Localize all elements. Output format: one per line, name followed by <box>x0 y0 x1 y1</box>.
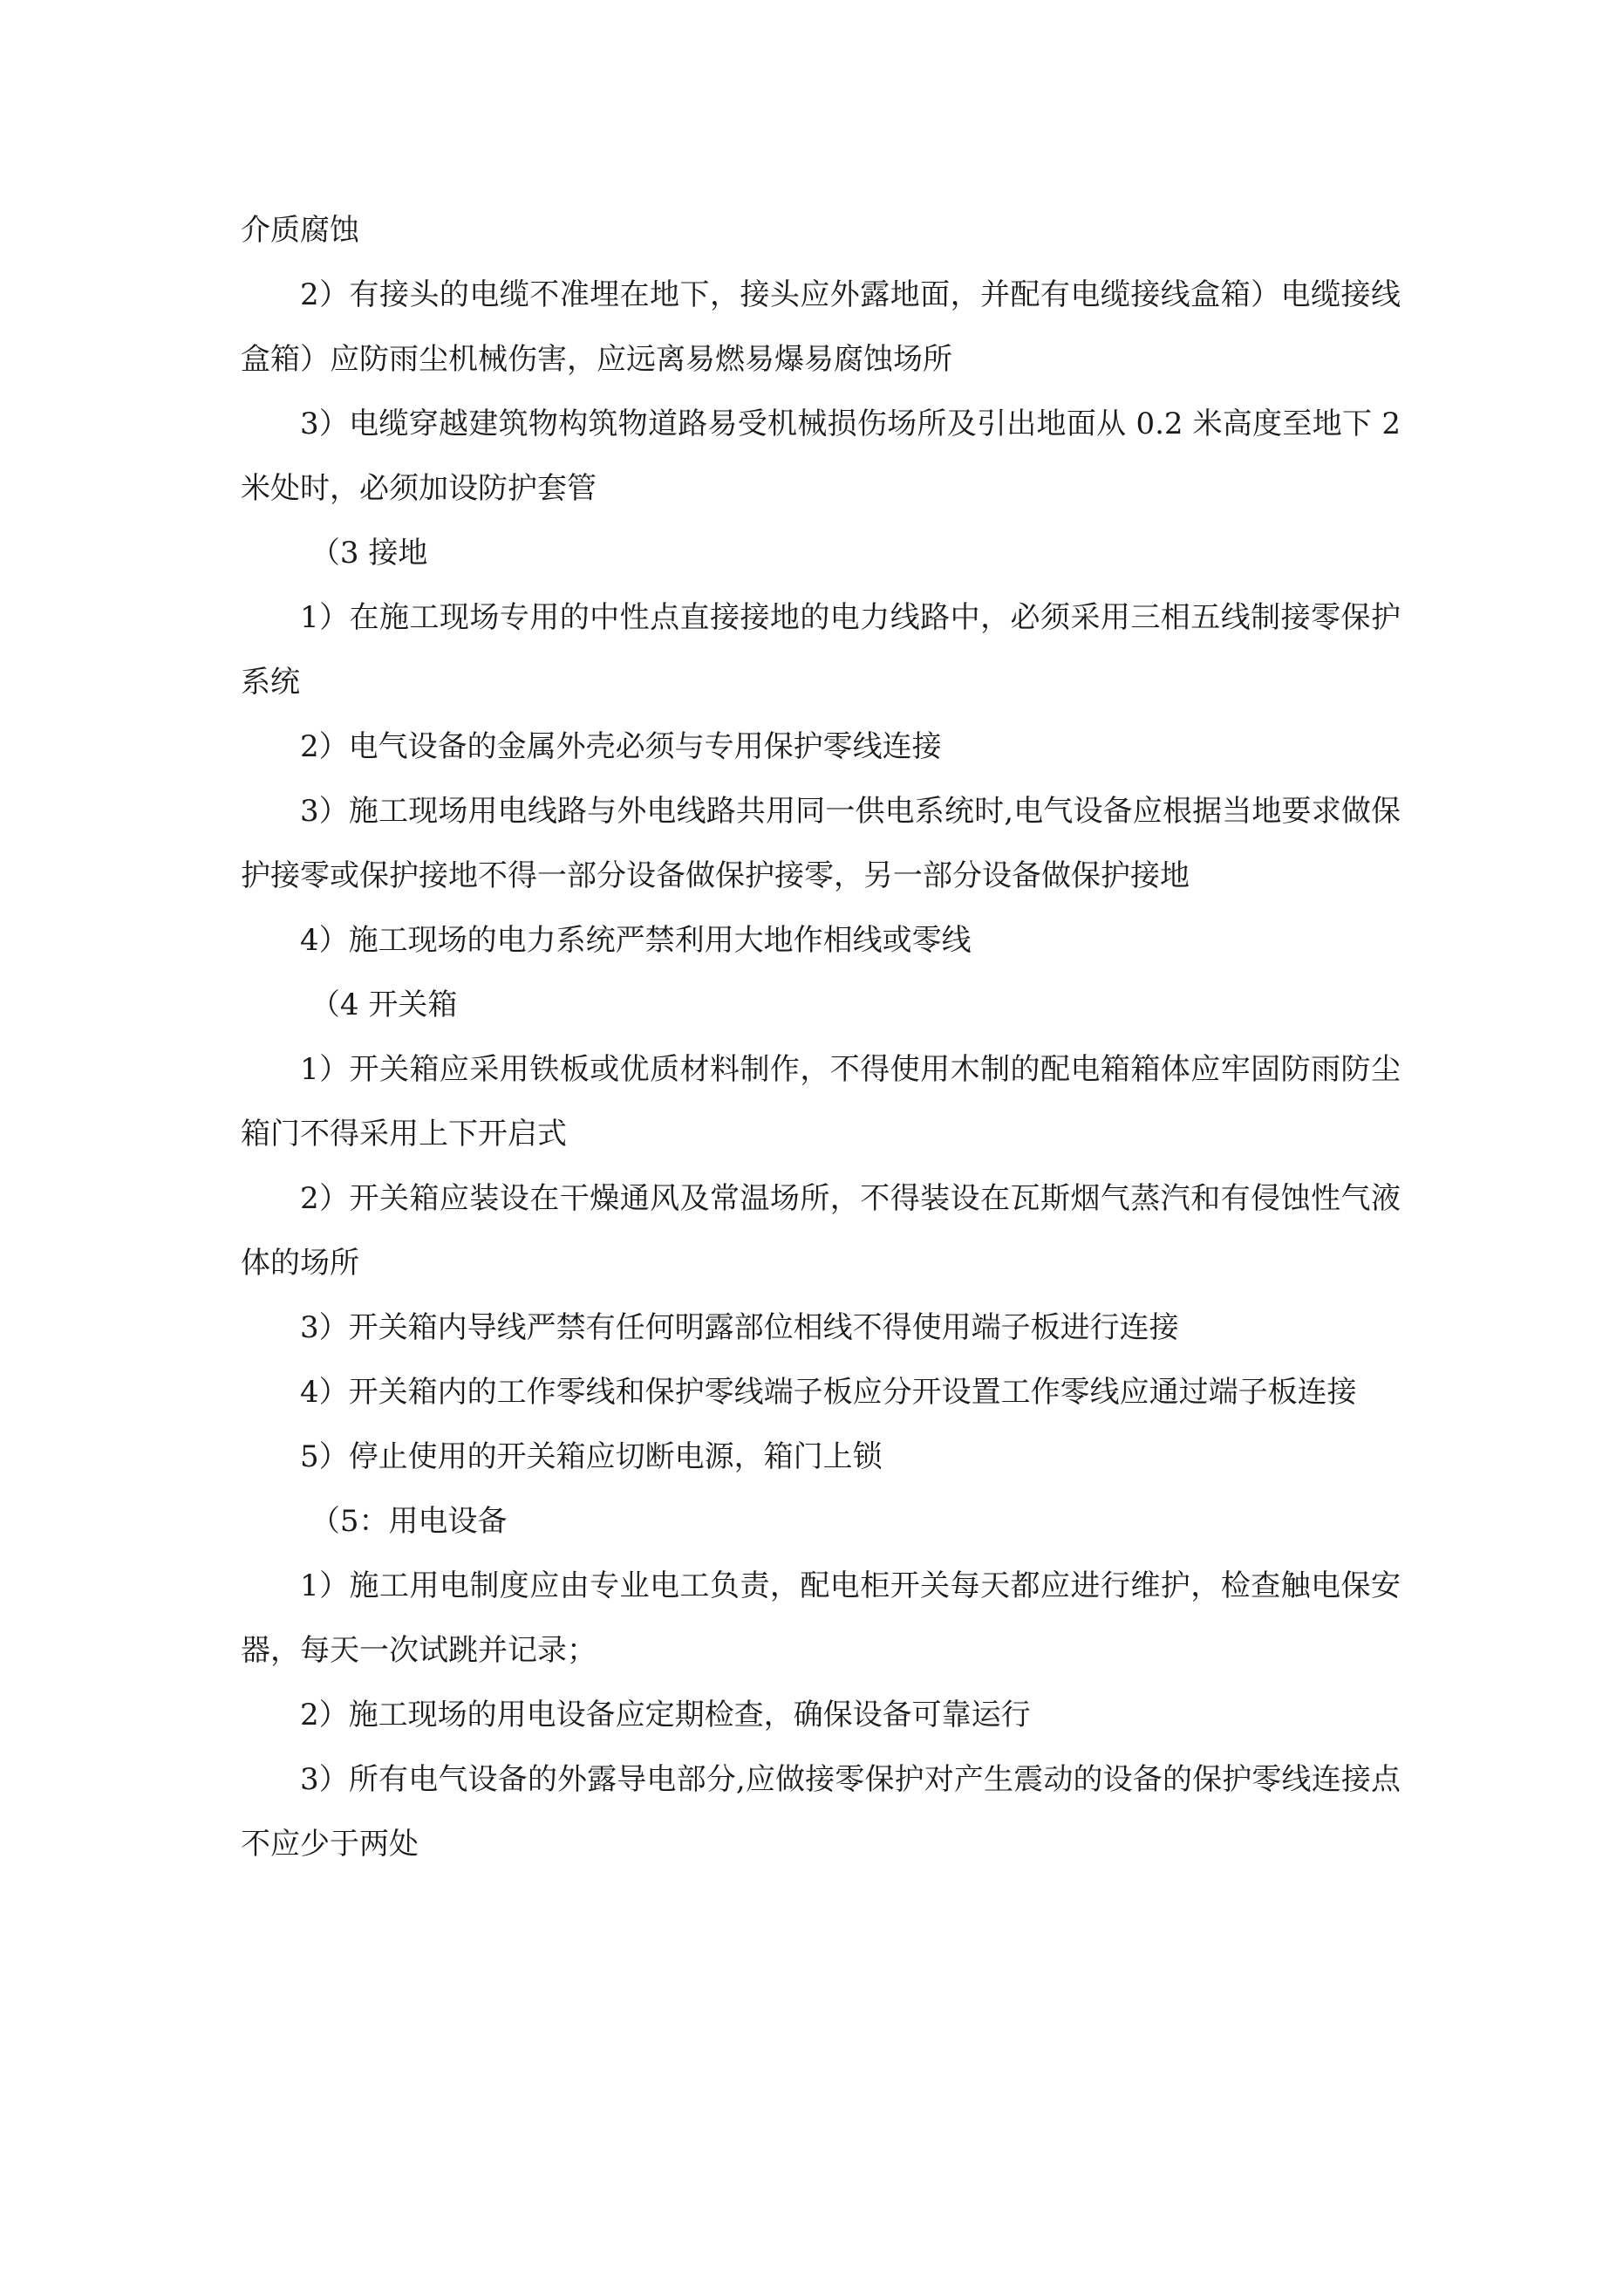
section-heading: （4 开关箱 <box>310 987 458 1022</box>
section-heading: （5：用电设备 <box>310 1504 508 1539</box>
paragraph: 2）电气设备的金属外壳必须与专用保护零线连接 <box>300 729 942 764</box>
paragraph: 介质腐蚀 <box>241 213 359 248</box>
paragraph: 1）在施工现场专用的中性点直接接地的电力线路中，必须采用三相五线制接零保护系统 <box>241 600 1401 700</box>
paragraph: 4）施工现场的电力系统严禁利用大地作相线或零线 <box>300 923 972 958</box>
paragraph: 4）开关箱内的工作零线和保护零线端子板应分开设置工作零线应通过端子板连接 <box>300 1375 1357 1410</box>
paragraph: 5）停止使用的开关箱应切断电源，箱门上锁 <box>300 1439 883 1474</box>
paragraph: 3）施工现场用电线路与外电线路共用同一供电系统时,电气设备应根据当地要求做保护接零或保护接地不得一部分设备做保护接零，另一部分设备做保护接地 <box>241 794 1401 893</box>
paragraph: 3）电缆穿越建筑物构筑物道路易受机械损伤场所及引出地面从 0.2 米高度至地下 2 米处时，必须加设防护套管 <box>241 407 1401 506</box>
paragraph: 2）开关箱应装设在干燥通风及常温场所，不得装设在瓦斯烟气蒸汽和有侵蚀性气液体的场所 <box>241 1181 1401 1281</box>
paragraph: 1）开关箱应采用铁板或优质材料制作，不得使用木制的配电箱箱体应牢固防雨防尘箱门不得采用上下开启式 <box>241 1052 1401 1151</box>
paragraph: 3）所有电气设备的外露导电部分,应做接零保护对产生震动的设备的保护零线连接点不应少于两处 <box>241 1762 1401 1862</box>
paragraph: 2）施工现场的用电设备应定期检查，确保设备可靠运行 <box>300 1698 1031 1732</box>
paragraph: 2）有接头的电缆不准埋在地下，接头应外露地面，并配有电缆接线盒箱）电缆接线盒箱）应防雨尘机械伤害，应远离易燃易爆易腐蚀场所 <box>241 277 1401 377</box>
document-body <box>241 198 1401 1876</box>
section-heading: （3 接地 <box>310 536 428 571</box>
paragraph: 3）开关箱内导线严禁有任何明露部位相线不得使用端子板进行连接 <box>300 1310 1179 1345</box>
paragraph: 1）施工用电制度应由专业电工负责，配电柜开关每天都应进行维护，检查触电保安器，每天一次试跳并记录； <box>241 1568 1401 1668</box>
